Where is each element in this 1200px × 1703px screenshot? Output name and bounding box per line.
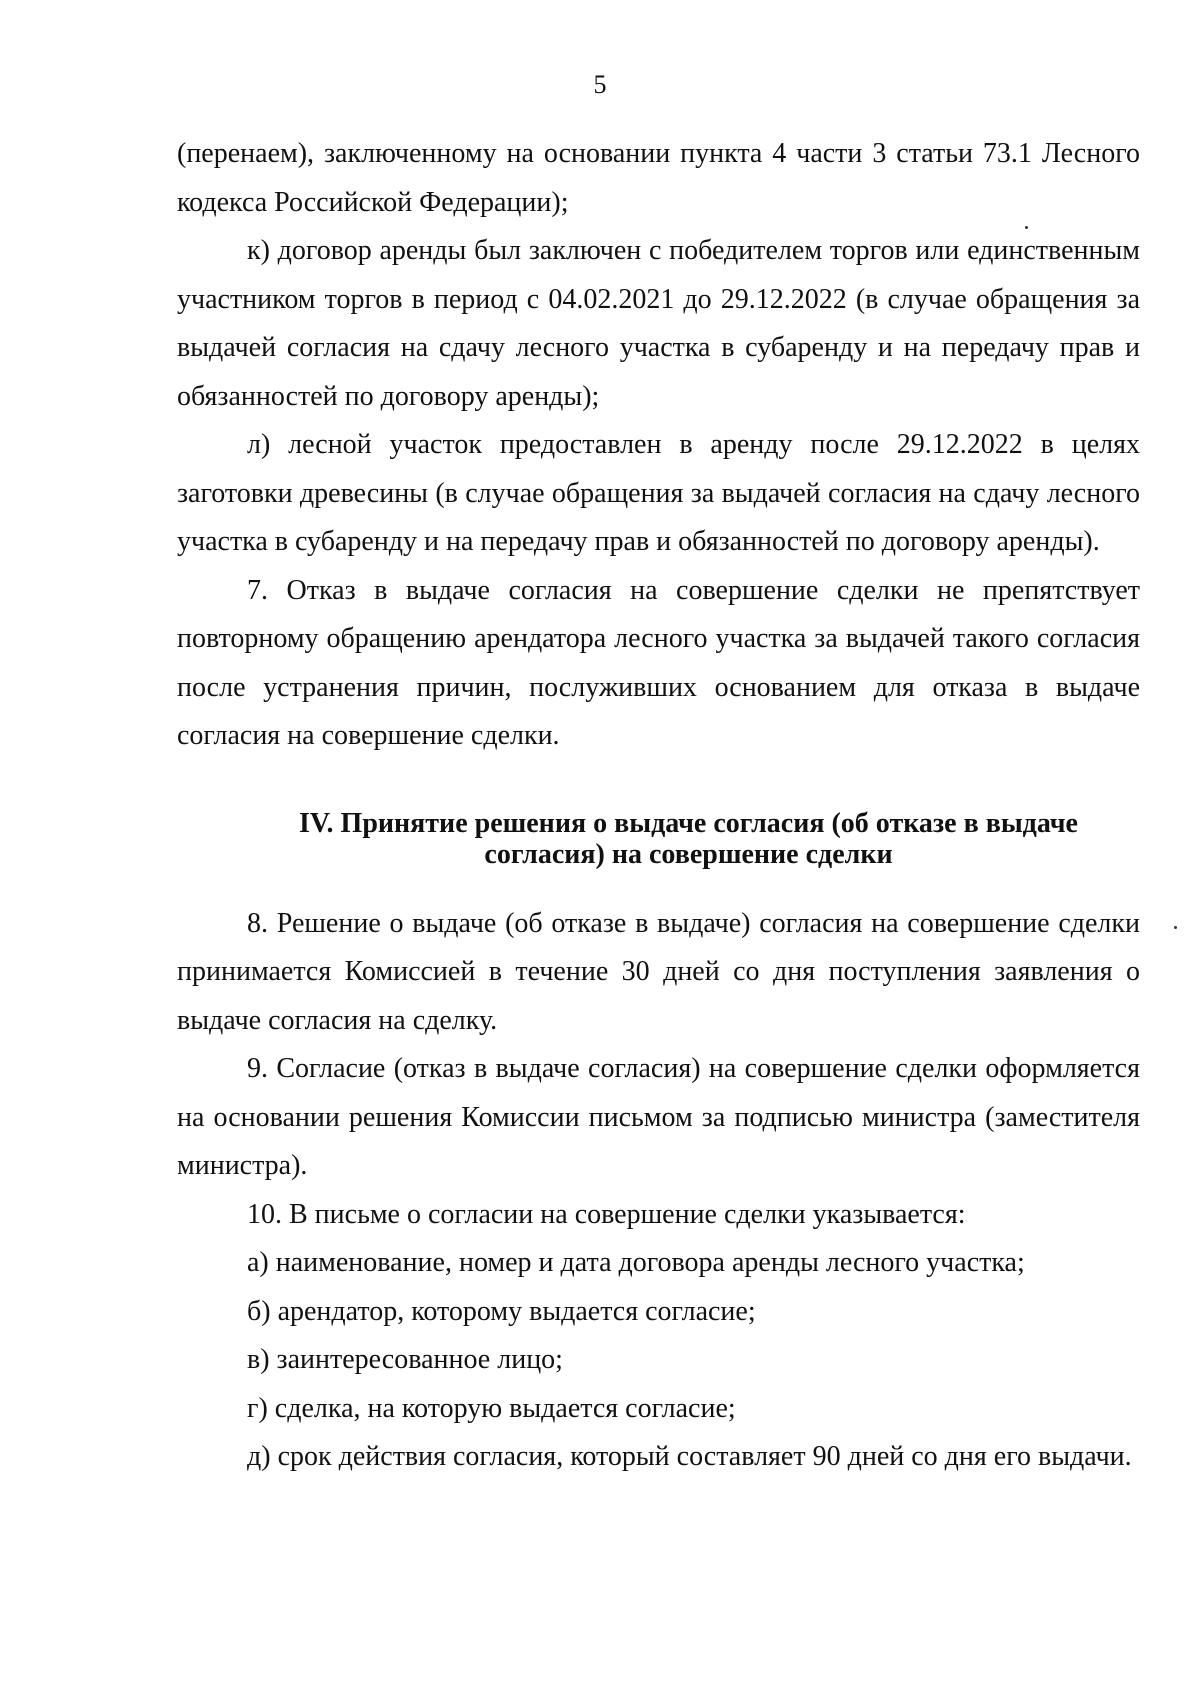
list-item-a: а) наименование, номер и дата договора аренды лесного участка;	[247, 1247, 1025, 1278]
paragraph-continuation: (перенаем), заключенному на основании пункта 4 части 3 статьи 73.1 Лесного кодекса Российской Федерации);	[177, 138, 1140, 218]
paragraph-item-k: к) договор аренды был заключен с победителем торгов или единственным участником торгов в период с 04.02.2021 до 29.12.2022 (в случае обращения за выдачей согласия на сдачу лесного участка в субаренду и на передачу прав и обязанностей по договору аренды);	[177, 235, 1140, 412]
paragraph-10: 10. В письме о согласии на совершение сделки указывается:	[247, 1198, 966, 1230]
list-item-v: в) заинтересованное лицо;	[247, 1344, 563, 1375]
list-item-b: б) арендатор, которому выдается согласие;	[247, 1295, 756, 1327]
list-item-g: г) сделка, на которую выдается согласие;	[247, 1392, 736, 1424]
section-heading-line2: согласия) на совершение сделки	[484, 838, 893, 870]
document-body	[177, 130, 1140, 1482]
list-item-d: д) срок действия согласия, который составляет 90 дней со дня его выдачи.	[247, 1441, 1132, 1472]
section-heading-line1: IV. Принятие решения о выдаче согласия (об отказе в выдаче	[299, 807, 1078, 839]
paragraph-9: 9. Согласие (отказ в выдаче согласия) на совершение сделки оформляется на основании решения Комиссии письмом за подписью министра (заместителя министра).	[177, 1053, 1140, 1181]
paragraph-8: 8. Решение о выдаче (об отказе в выдаче) согласия на совершение сделки принимается Комиссией в течение 30 дней со дня поступления заявления о выдаче согласия на сделку.	[177, 907, 1140, 1036]
page-number: 5	[593, 70, 607, 99]
paragraph-item-l: л) лесной участок предоставлен в аренду после 29.12.2022 в целях заготовки древесины (в случае обращения за выдачей согласия на сдачу лесного участка в субаренду и на передачу прав и обязанностей по договору аренды).	[177, 429, 1140, 557]
scan-speck	[1174, 926, 1177, 929]
section-heading	[177, 808, 1140, 870]
paragraph-7: 7. Отказ в выдаче согласия на совершение сделки не препятствует повторному обращению арендатора лесного участка за выдачей такого согласия после устранения причин, послуживших основанием для отказа в выдаче согласия на совершение сделки.	[177, 574, 1140, 751]
